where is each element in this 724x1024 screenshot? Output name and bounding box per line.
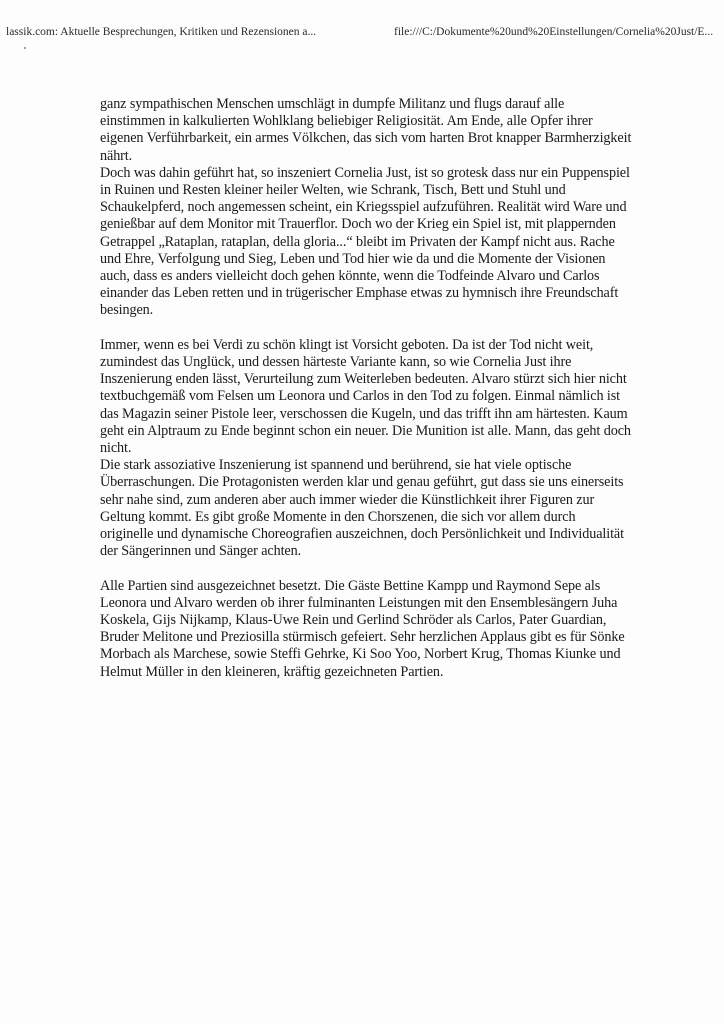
paragraph-inszenierung: Die stark assoziative Inszenierung ist spannend und berührend, sie hat viele optische Überraschungen. Die Protagonisten werden klar und genau geführt, gut dass sie uns einerseits sehr nahe sind, zum anderen aber auch immer wieder die Künstlichkeit ihrer Figuren zur Geltung kommt. Es gibt große Momente in den Chorszenen, die sich vor allem durch originelle und dynamische Choreografien auszeichnen, doch Persönlichkeit und Individualität der Sängerinnen und Sänger achten. xyxy=(100,457,624,560)
print-header xyxy=(6,26,714,42)
print-header-title: lassik.com: Aktuelle Besprechungen, Kritiken und Rezensionen a... xyxy=(6,26,317,38)
paragraph-verdi: Immer, wenn es bei Verdi zu schön klingt ist Vorsicht geboten. Da ist der Tod nicht weit, zumindest das Unglück, und dessen härteste Variante kann, so wie Cornelia Just ihre Inszenierung enden lässt, Verurteilung zum Weiterleben bedeuten. Alvaro stürzt sich hier nicht textbuchgemäß vom Felsen um Leonora und Carlos in den Tod zu folgen. Einmal nämlich ist das Magazin seiner Pistole leer, verschossen die Kugeln, und das trifft ihn am härtesten. Kaum geht ein Alptraum zu Ende beginnt schon ein neuer. Die Munition ist alle. Mann, das geht doch nicht. xyxy=(100,336,631,457)
print-header-url: file:///C:/Dokumente%20und%20Einstellungen/Cornelia%20Just/E... xyxy=(394,26,714,38)
paragraph-besetzung: Alle Partien sind ausgezeichnet besetzt. Die Gäste Bettine Kampp und Raymond Sepe als Leonora und Alvaro werden ob ihrer fulminanten Leistungen mit den Ensemblesängern Juha Koskela, Gijs Nijkamp, Klaus-Uwe Rein und Gerlind Schröder als Carlos, Pater Guardian, Bruder Melitone und Preziosilla stürmisch gefeiert. Sehr herzlichen Applaus gibt es für Sönke Morbach als Marchese, sowie Steffi Gehrke, Ki Soo Yoo, Norbert Krug, Thomas Kiunke und Helmut Müller in den kleineren, kräftig gezeichneten Partien. xyxy=(100,577,625,680)
scan-speck xyxy=(24,47,26,49)
article-body xyxy=(100,96,632,681)
paragraph-continuation: ganz sympathischen Menschen umschlägt in dumpfe Militanz und flugs darauf alle einstimmen in kalkulierten Wohlklang beliebiger Religiosität. Am Ende, alle Opfer ihrer eigenen Verführbarkeit, ein armes Völkchen, das sich vom harten Brot knapper Barmherzigkeit nährt. xyxy=(100,96,632,164)
paragraph-puppenspiel: Doch was dahin geführt hat, so inszeniert Cornelia Just, ist so grotesk dass nur ein Puppenspiel in Ruinen und Resten kleiner heiler Welten, wie Schrank, Tisch, Bett und Stuhl und Schaukelpferd, noch angemessen scheint, ein Kriegsspiel aufzuführen. Realität wird Ware und genießbar auf dem Monitor mit Trauerflor. Doch wo der Krieg ein Spiel ist, mit plappernden Getrappel „Rataplan, rataplan, della gloria...“ bleibt im Privaten der Kampf nicht aus. Rache und Ehre, Verfolgung und Sieg, Leben und Tod hier wie da und die Momente der Visionen auch, dass es anders vielleicht doch gehen könnte, wenn die Todfeinde Alvaro und Carlos einander das Leben retten und in trügerischer Emphase etwas zu hymnisch ihre Freundschaft besingen. xyxy=(100,164,630,319)
